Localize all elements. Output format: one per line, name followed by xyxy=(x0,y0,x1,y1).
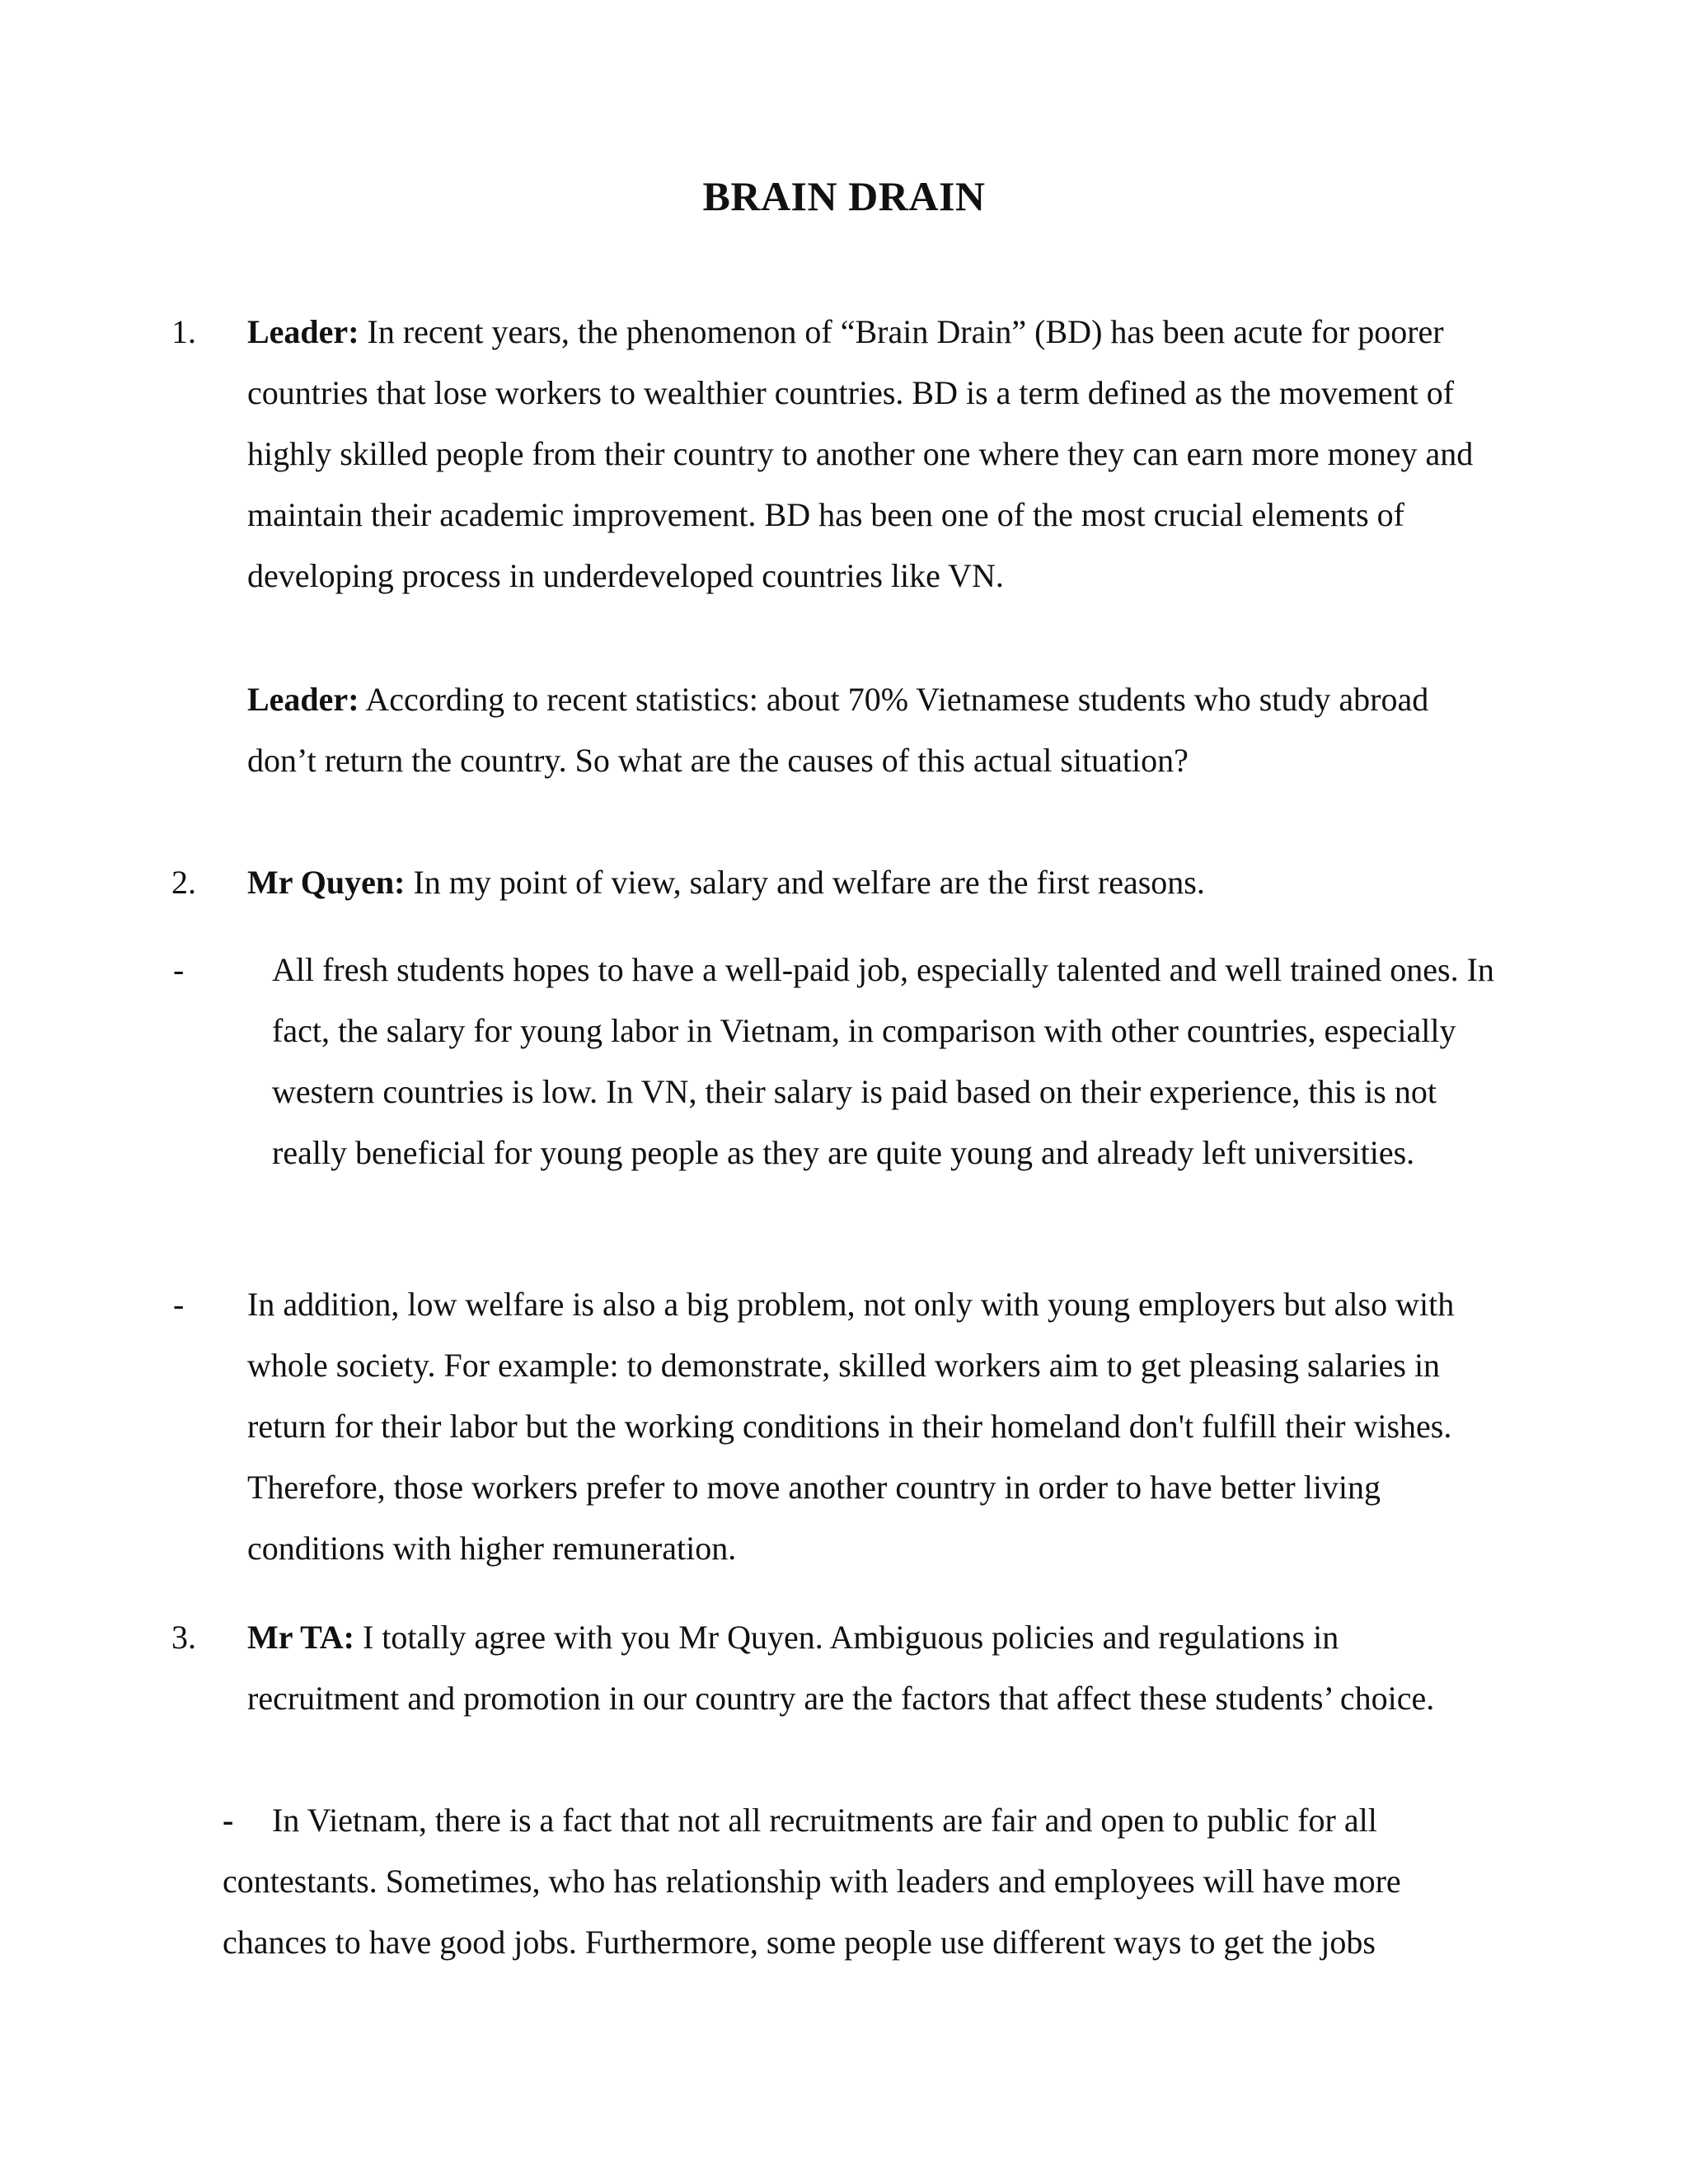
bullet-marker: - xyxy=(173,951,185,988)
speaker-label: Mr TA: xyxy=(247,1619,354,1656)
bullet-marker: - xyxy=(173,1286,185,1323)
section-1b-text: According to recent statistics: about 70% Vietnamese students who study abroad don’t return the country. So what are the causes of this actual situation? xyxy=(247,681,1429,779)
bullet-2-text: In addition, low welfare is also a big problem, not only with young employers but also with whole society. For example: to demonstrate, skilled workers aim to get pleasing salaries in return for their labor but the working conditions in their homeland don't fulfill their wishes. Therefore, those workers prefer to move another country in order to have better living conditions with higher remuneration. xyxy=(247,1286,1455,1567)
section-number-2: 2. xyxy=(171,864,196,901)
section-1-paragraph xyxy=(247,302,1484,607)
speaker-label: Leader: xyxy=(247,313,359,350)
section-3-paragraph xyxy=(247,1607,1484,1729)
speaker-label: Mr Quyen: xyxy=(247,864,406,901)
section-number-3: 3. xyxy=(171,1619,196,1656)
bullet-3-paragraph xyxy=(223,1790,1508,1973)
bullet-3-text: In Vietnam, there is a fact that not all recruitments are fair and open to public for all contestants. Sometimes, who has relationship with leaders and employees will have more chances to have good jobs. Furthermore, some people use different ways to get the jobs xyxy=(223,1802,1401,1961)
section-1-text: In recent years, the phenomenon of “Brain Drain” (BD) has been acute for poorer countries that lose workers to wealthier countries. BD is a term defined as the movement of highly skilled people from their country to another one where they can earn more money and maintain their academic improvement. BD has been one of the most crucial elements of developing process in underdeveloped countries like VN. xyxy=(247,313,1474,594)
speaker-label: Leader: xyxy=(247,681,359,718)
section-3-text: I totally agree with you Mr Quyen. Ambiguous policies and regulations in recruitment and promotion in our country are the factors that affect these students’ choice. xyxy=(247,1619,1435,1717)
bullet-marker: - xyxy=(223,1802,234,1839)
bullet-1-text: All fresh students hopes to have a well-paid job, especially talented and well trained ones. In fact, the salary for young labor in Vietnam, in comparison with other countries, especially western countries is low. In VN, their salary is paid based on their experience, this is not really beneficial for young people as they are quite young and already left universities. xyxy=(272,951,1494,1171)
section-2-paragraph xyxy=(247,852,1484,913)
section-2-text: In my point of view, salary and welfare are the first reasons. xyxy=(405,864,1205,901)
section-number-1: 1. xyxy=(171,313,196,350)
document-title: BRAIN DRAIN xyxy=(702,173,986,219)
section-1b-paragraph xyxy=(247,669,1459,791)
